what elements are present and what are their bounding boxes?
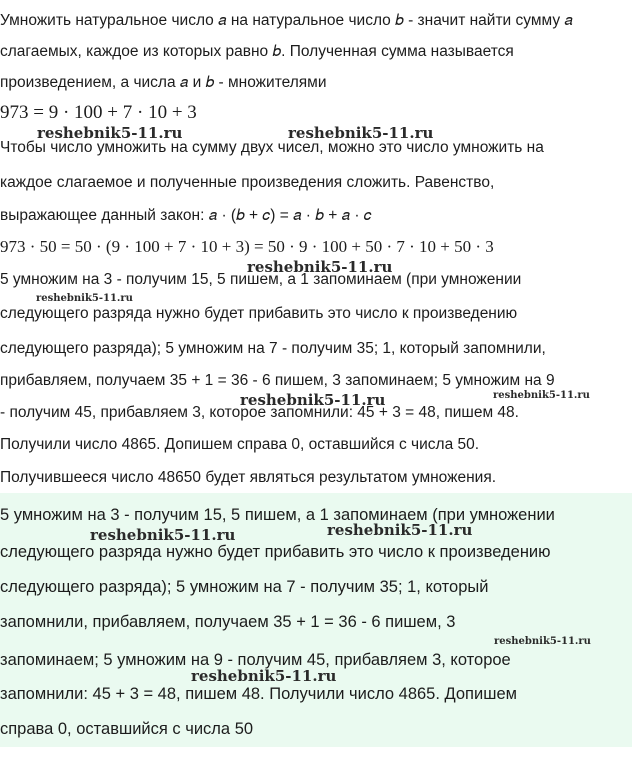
watermark: reshebnik5-11.ru — [327, 521, 473, 539]
text-line-15: Получившееся число 48650 будет являться результатом умножения. — [0, 469, 497, 486]
text-line-10: следующего разряда нужно будет прибавить это число к произведению — [0, 305, 518, 322]
watermark: reshebnik5-11.ru — [288, 124, 434, 142]
answer-line-5: запоминаем; 5 умножим на 9 - получим 45, прибавляем 3, которое — [0, 651, 511, 669]
watermark: reshebnik5-11.ru — [37, 124, 183, 142]
watermark: reshebnik5-11.ru — [36, 293, 133, 304]
text-line-9: 5 умножим на 3 - получим 15, 5 пишем, а 1 запоминаем (при умножении — [0, 271, 522, 288]
text-line-11: следующего разряда); 5 умножим на 7 - получим 35; 1, который запомнили, — [0, 340, 546, 357]
text-line-2: слагаемых, каждое из которых равно 𝑏. Полученная сумма называется — [0, 43, 514, 60]
answer-line-3: следующего разряда); 5 умножим на 7 - получим 35; 1, который — [0, 578, 489, 596]
watermark: reshebnik5-11.ru — [247, 258, 393, 276]
text-line-distributive-law: выражающее данный закон: 𝑎 · (𝑏 + 𝑐) = 𝑎 · 𝑏 + 𝑎 · 𝑐 — [0, 207, 372, 224]
watermark: reshebnik5-11.ru — [90, 526, 236, 544]
answer-line-6: запомнили: 45 + 3 = 48, пишем 48. Получили число 4865. Допишем — [0, 685, 517, 703]
answer-line-4: запомнили, прибавляем, получаем 35 + 1 = 36 - 6 пишем, 3 — [0, 613, 456, 631]
text-line-6: каждое слагаемое и полученные произведения сложить. Равенство, — [0, 174, 495, 191]
text-line-5: Чтобы число умножить на сумму двух чисел, можно это число умножить на — [0, 139, 544, 156]
watermark: reshebnik5-11.ru — [494, 636, 591, 647]
watermark: reshebnik5-11.ru — [191, 667, 337, 685]
watermark: reshebnik5-11.ru — [493, 390, 590, 401]
answer-line-7: справа 0, оставшийся с числа 50 — [0, 720, 254, 738]
formula-973-expansion: 973 = 9 · 100 + 7 · 10 + 3 — [0, 102, 197, 123]
answer-line-2: следующего разряда нужно будет прибавить это число к произведению — [0, 543, 551, 561]
text-line-13: - получим 45, прибавляем 3, которое запомнили: 45 + 3 = 48, пишем 48. — [0, 404, 519, 421]
answer-line-1: 5 умножим на 3 - получим 15, 5 пишем, а 1 запоминаем (при умножении — [0, 506, 555, 524]
text-line-14: Получили число 4865. Допишем справа 0, оставшийся с числа 50. — [0, 436, 480, 453]
watermark: reshebnik5-11.ru — [240, 391, 386, 409]
formula-973-times-50: 973 · 50 = 50 · (9 · 100 + 7 · 10 + 3) = 50 · 9 · 100 + 50 · 7 · 10 + 50 · 3 — [0, 237, 494, 256]
text-line-12: прибавляем, получаем 35 + 1 = 36 - 6 пишем, 3 запоминаем; 5 умножим на 9 — [0, 372, 555, 389]
text-line-1: Умножить натуральное число 𝑎 на натуральное число 𝑏 - значит найти сумму 𝑎 — [0, 12, 573, 29]
text-line-3: произведением, а числа 𝑎 и 𝑏 - множителями — [0, 74, 327, 91]
